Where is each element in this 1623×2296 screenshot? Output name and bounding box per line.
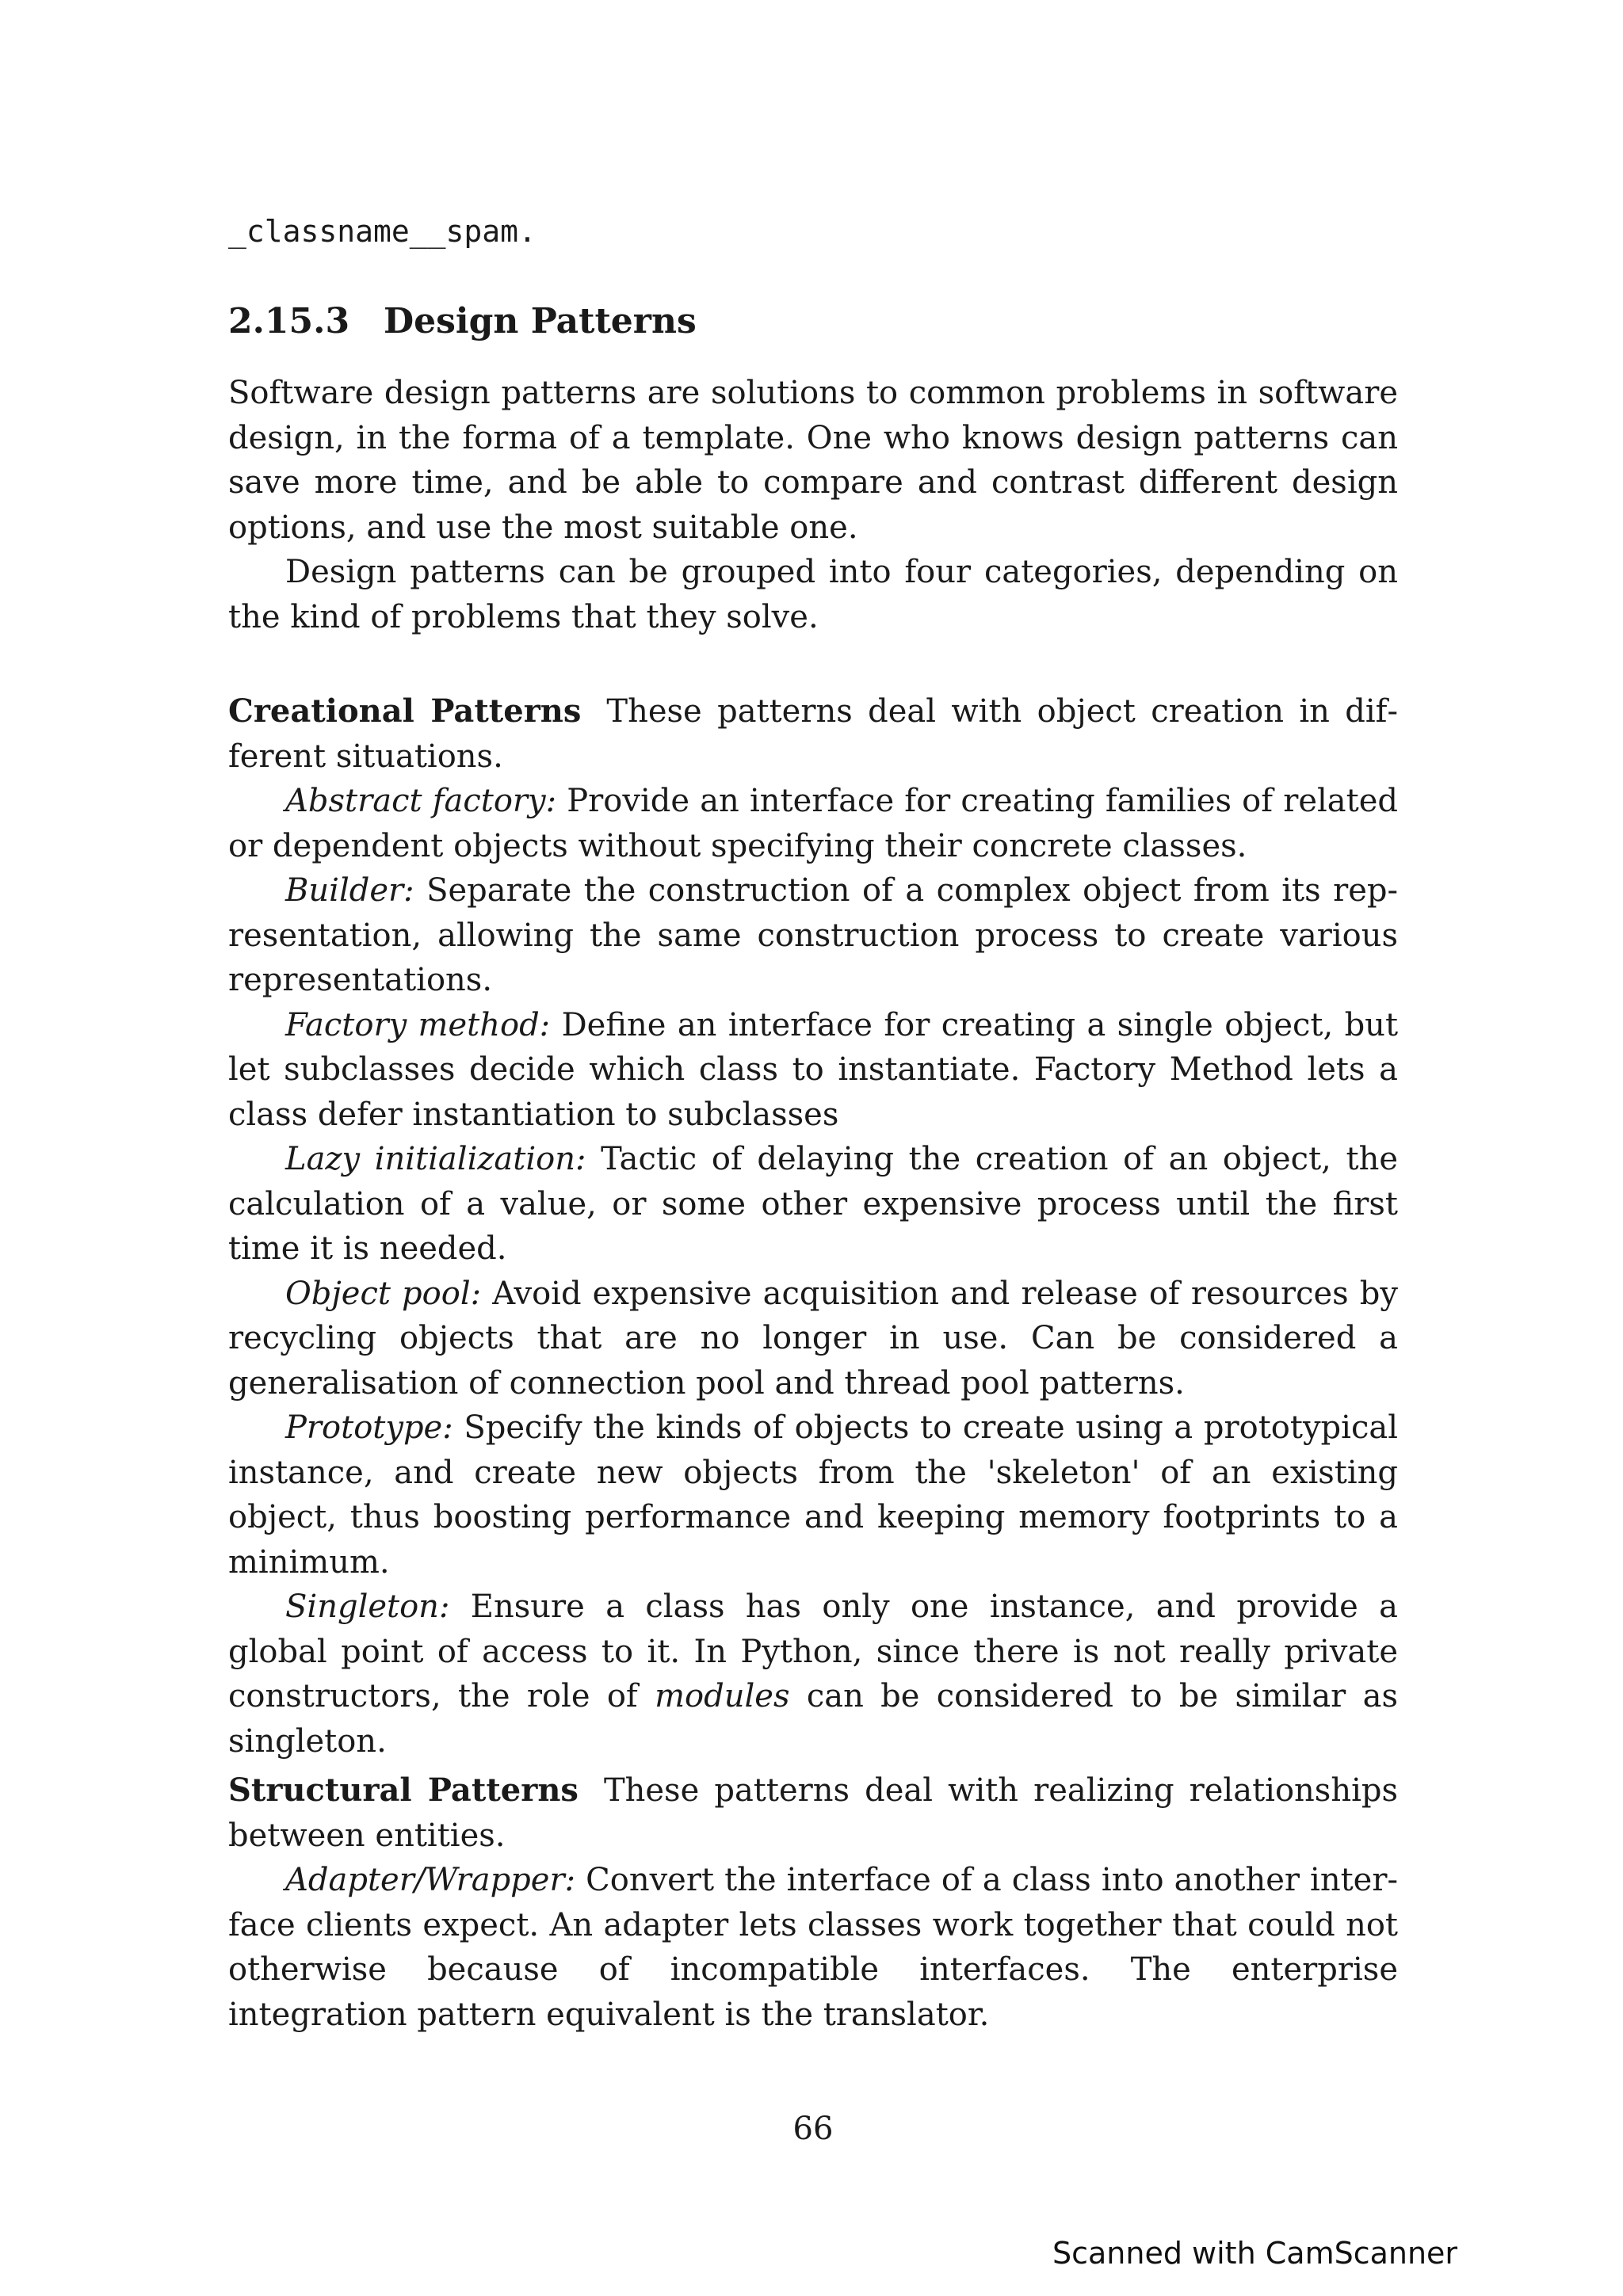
pattern-item-singleton — [228, 1585, 1398, 1764]
pattern-term: Singleton: — [285, 1589, 450, 1625]
intro-block — [228, 371, 1398, 639]
pattern-term: Factory method: — [285, 1006, 551, 1043]
pattern-description: Specify the kinds of objects to create using a prototypical instance, and create new objects from the 'skeleton' of an existing object, thus boosting performance and keeping memory footprints to a minimum. — [228, 1409, 1398, 1581]
section-title: Design Patterns — [384, 301, 697, 341]
intro-paragraph-1: Software design patterns are solutions to common problems in software design, in the forma of a template. One who knows design patterns can save more time, and be able to compare and contrast different design options, and use the most suitable one. — [228, 375, 1398, 546]
pattern-description: Convert the interface of a class into another interface clients expect. An adapter lets classes work together that could not otherwise because of incompatible interfaces. The enterprise integration pattern equivalent is the translator. — [228, 1862, 1398, 2033]
pattern-description: Define an interface for creating a single object, but let subclasses decide which class to instantiate. Factory Method lets a class defer instantiation to subclasses — [228, 1006, 1399, 1133]
creational-lead-text: These patterns deal with object creation in different situations. — [228, 693, 1398, 775]
pattern-item — [228, 868, 1398, 1003]
pattern-term: Builder: — [285, 872, 414, 909]
pattern-description: Provide an interface for creating families of related or dependent objects without specifying their concrete classes. — [228, 783, 1398, 864]
pattern-term: Abstract factory: — [285, 783, 557, 819]
pattern-item — [228, 1003, 1398, 1138]
structural-lead-text: These patterns deal with realizing relationships between entities. — [228, 1772, 1399, 1854]
structural-heading: Structural Patterns — [228, 1772, 579, 1809]
pattern-item — [228, 1405, 1398, 1585]
pattern-emphasis: modules — [655, 1678, 790, 1714]
intro-paragraph-2: Design patterns can be grouped into four categories, depending on the kind of problems that they solve. — [228, 554, 1398, 635]
pattern-item — [228, 779, 1398, 868]
pattern-item — [228, 1272, 1398, 1406]
creational-heading: Creational Patterns — [228, 692, 582, 730]
pattern-term: Prototype: — [285, 1409, 453, 1446]
pattern-description: Avoid expensive acquisition and release of resources by recycling objects that are no longer in use. Can be considered a generalisation of connection pool and thread pool patterns. — [228, 1275, 1399, 1402]
pattern-description: Ensure a class has only one instance, and provide a global point of access to it. In Python, since there is not really private constructors, the role of — [228, 1589, 1399, 1714]
document-page — [228, 0, 1398, 2296]
section-heading — [228, 299, 697, 344]
code-identifier-line: _classname__spam. — [228, 214, 537, 249]
pattern-item — [228, 1858, 1398, 2037]
scanner-watermark: Scanned with CamScanner — [1052, 2236, 1458, 2271]
page-number: 66 — [792, 2111, 834, 2147]
pattern-description: Tactic of delaying the creation of an object, the calculation of a value, or some other expensive process until the first time it is needed. — [228, 1141, 1399, 1267]
pattern-description: Separate the construction of a complex object from its representation, allowing the same construction process to create various representations. — [228, 872, 1398, 998]
pattern-term: Lazy initialization: — [285, 1141, 586, 1177]
creational-patterns-block — [228, 689, 1398, 1764]
pattern-term: Object pool: — [285, 1275, 482, 1312]
pattern-description-end: can be considered to be similar as singleton. — [228, 1678, 1399, 1760]
structural-patterns-block — [228, 1768, 1398, 2037]
creational-lead-paragraph — [228, 689, 1398, 779]
section-number: 2.15.3 — [228, 301, 350, 341]
structural-lead-paragraph — [228, 1768, 1398, 1858]
pattern-item — [228, 1137, 1398, 1272]
pattern-term: Adapter/Wrapper: — [285, 1862, 576, 1898]
